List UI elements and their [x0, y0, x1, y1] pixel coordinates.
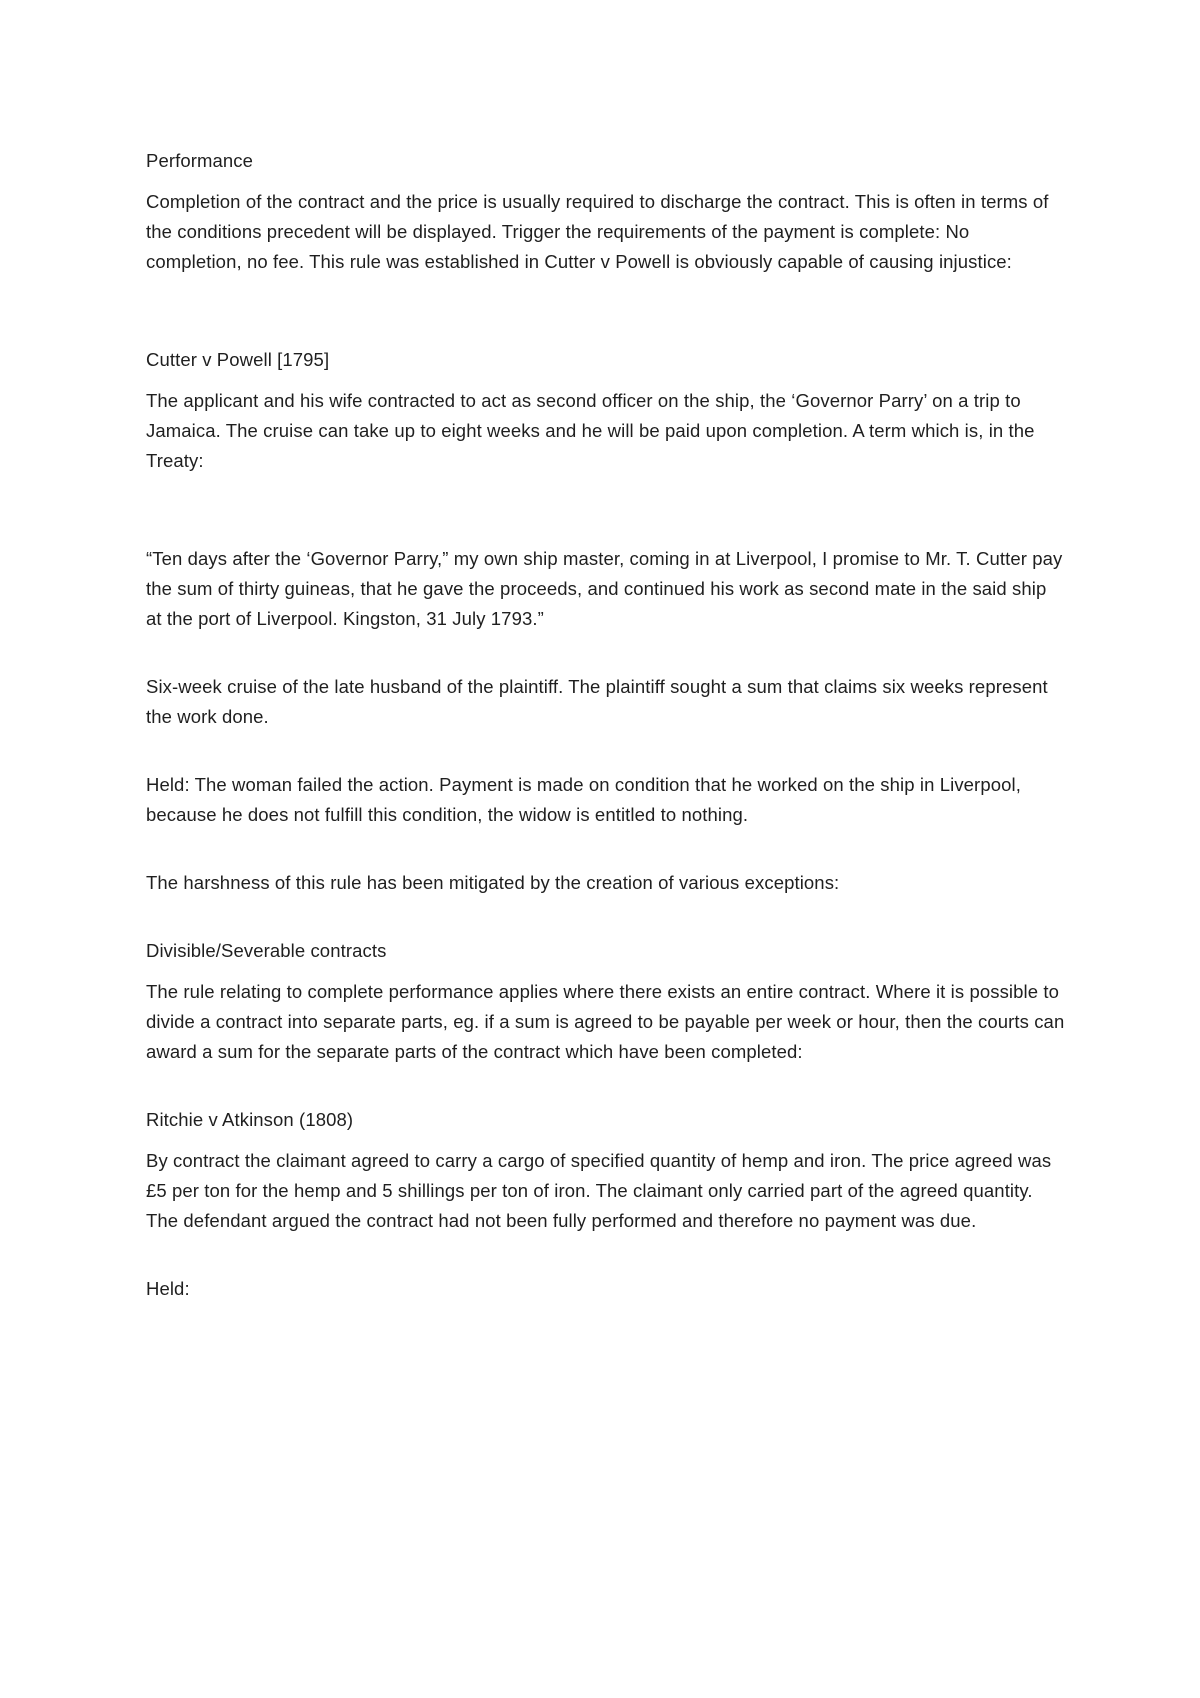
- case-heading-cutter: Cutter v Powell [1795]: [146, 349, 330, 370]
- case-quote-cutter: “Ten days after the ‘Governor Parry,” my own ship master, coming in at Liverpool, I promise to Mr. T. Cutter pay the sum of thirty guineas, that he gave the proceeds, and continued his work as second mate in the said ship at the port of Liverpool. Kingston, 31 July 1793.”: [146, 548, 1063, 629]
- document-title: Performance: [146, 150, 254, 171]
- section-body-divisible: The rule relating to complete performance applies where there exists an entire contract. Where it is possible to divide a contract into separate parts, eg. if a sum is agreed to be payable per week or hour, then the courts can award a sum for the separate parts of the contract which have been completed:: [146, 981, 1065, 1062]
- case-held-ritchie: Held:: [146, 1278, 190, 1299]
- document-content: [146, 146, 1066, 1304]
- section-heading-divisible: Divisible/Severable contracts: [146, 940, 387, 961]
- case-facts-cutter: The applicant and his wife contracted to act as second officer on the ship, the ‘Governor Parry’ on a trip to Jamaica. The cruise can take up to eight weeks and he will be paid upon completion. A term which is, in the Treaty:: [146, 390, 1035, 471]
- case-facts-ritchie: By contract the claimant agreed to carry a cargo of specified quantity of hemp and iron. The price agreed was £5 per ton for the hemp and 5 shillings per ton of iron. The claimant only carried part of the agreed quantity. The defendant argued the contract had not been fully performed and therefore no payment was due.: [146, 1150, 1052, 1231]
- case-claim-cutter: Six-week cruise of the late husband of the plaintiff. The plaintiff sought a sum that claims six weeks represent the work done.: [146, 676, 1048, 727]
- intro-paragraph: Completion of the contract and the price is usually required to discharge the contract. This is often in terms of the conditions precedent will be displayed. Trigger the requirements of the payment is complete: No completion, no fee. This rule was established in Cutter v Powell is obviously capable of causing injustice:: [146, 191, 1049, 272]
- case-held-cutter: Held: The woman failed the action. Payment is made on condition that he worked on the ship in Liverpool, because he does not fulfill this condition, the widow is entitled to nothing.: [146, 774, 1021, 825]
- case-heading-ritchie: Ritchie v Atkinson (1808): [146, 1109, 354, 1130]
- mitigation-paragraph: The harshness of this rule has been mitigated by the creation of various exceptions:: [146, 872, 840, 893]
